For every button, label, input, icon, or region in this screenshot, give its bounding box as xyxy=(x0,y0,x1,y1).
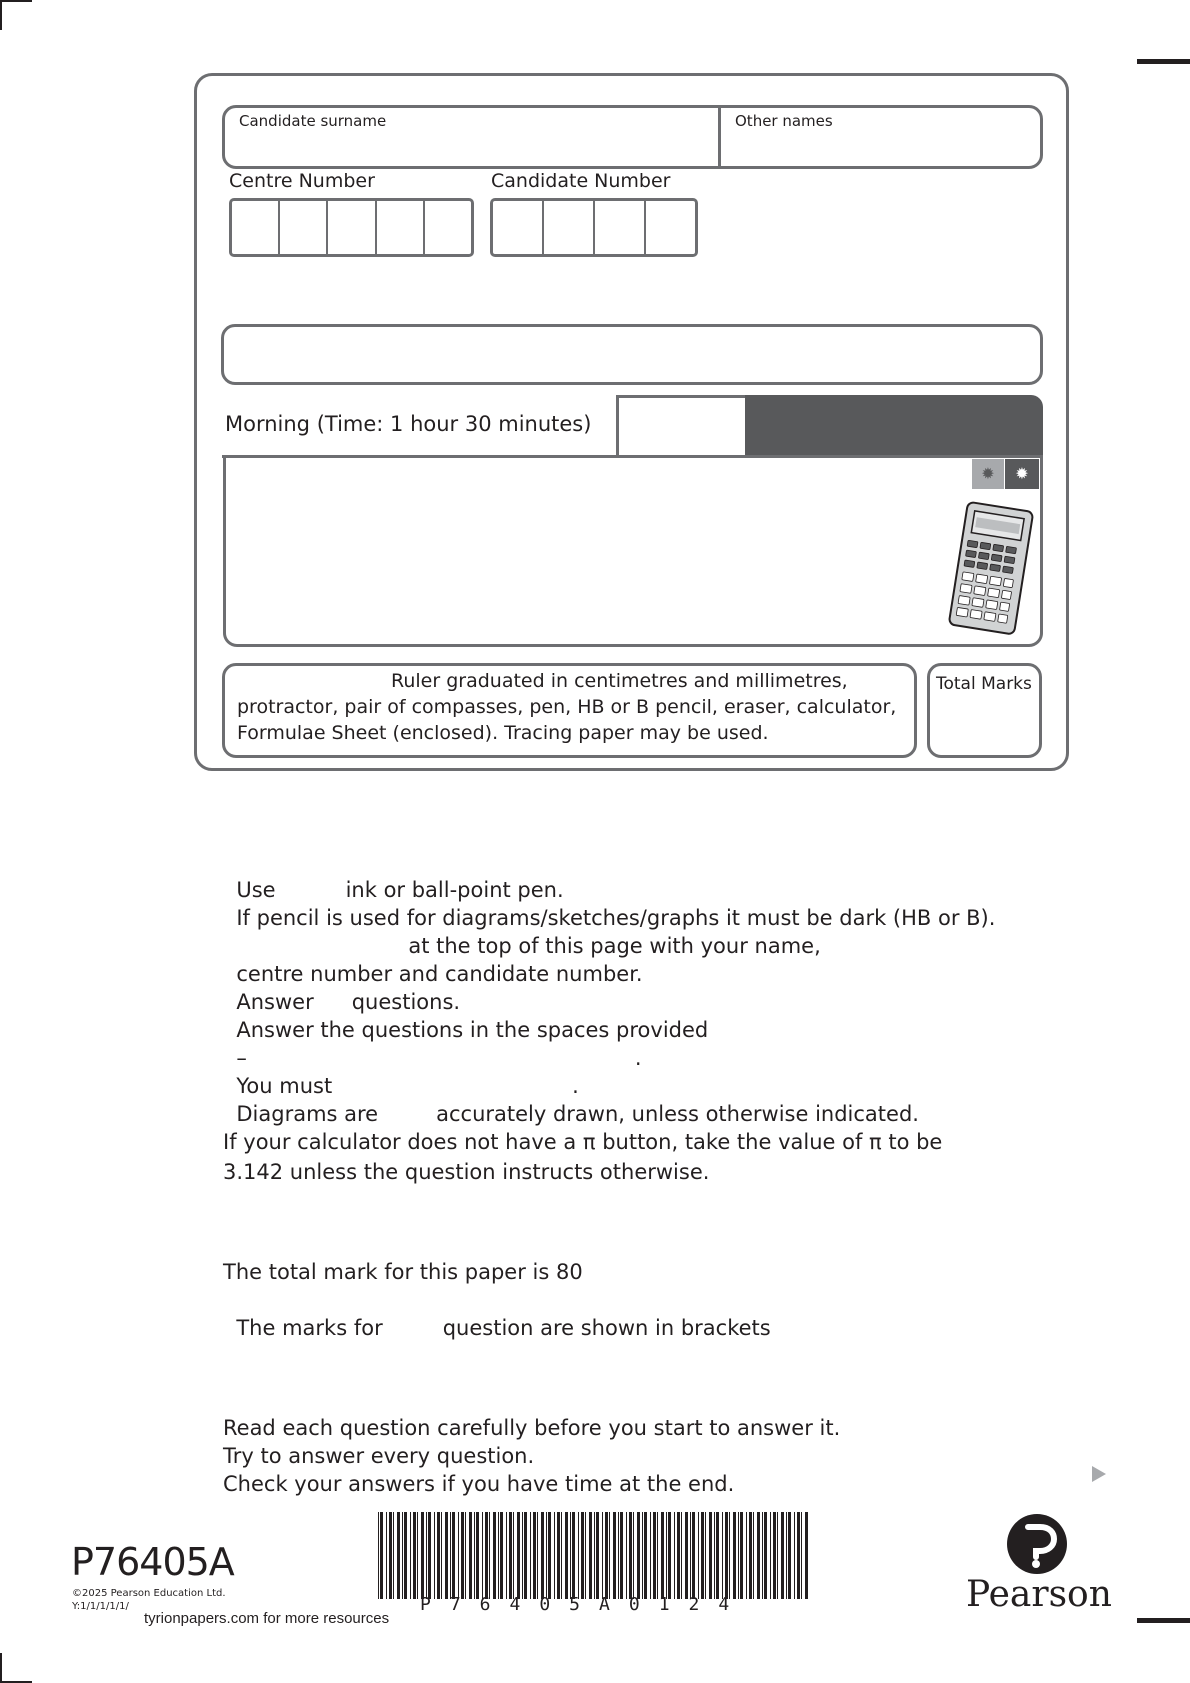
other-names-label: Other names xyxy=(735,112,833,130)
gear-icon: ✹ xyxy=(1005,459,1039,489)
barcode-bar xyxy=(445,1512,448,1599)
barcode-bar xyxy=(500,1512,503,1599)
turn-over-arrow-icon xyxy=(1092,1466,1106,1482)
job-code: Y:1/1/1/1/1/ xyxy=(72,1601,129,1612)
pearson-wordmark: Pearson xyxy=(966,1574,1112,1615)
barcode-bar xyxy=(749,1512,752,1599)
barcode-bar xyxy=(517,1512,520,1599)
barcode-bar xyxy=(602,1512,603,1599)
advice-line: Check your answers if you have time at the end. xyxy=(223,1472,735,1496)
barcode-bar xyxy=(722,1512,723,1599)
barcode-bar xyxy=(629,1512,632,1599)
barcode-bar xyxy=(565,1512,568,1599)
barcode-bar xyxy=(476,1512,479,1599)
barcode-bar xyxy=(605,1512,608,1599)
copyright-text: ©2025 Pearson Education Ltd. xyxy=(72,1588,226,1599)
instruction-text: . xyxy=(634,1046,642,1070)
candidate-number-input[interactable] xyxy=(490,198,698,257)
digit-cell[interactable] xyxy=(646,201,695,254)
materials-line: Ruler graduated in centimetres and millimetres, xyxy=(391,670,848,692)
barcode-bar xyxy=(681,1512,682,1599)
instruction-text: Answer xyxy=(236,990,314,1014)
barcode-bar xyxy=(421,1512,424,1599)
barcode-bar xyxy=(465,1512,466,1599)
instruction-text: Answer the questions in the spaces provided xyxy=(236,1018,709,1042)
barcode-bar xyxy=(537,1512,538,1599)
digit-cell[interactable] xyxy=(425,201,471,254)
barcode-bar xyxy=(380,1512,383,1599)
barcode-bar xyxy=(386,1512,387,1599)
barcode xyxy=(378,1512,811,1599)
barcode-bar xyxy=(522,1512,523,1599)
other-names-input[interactable] xyxy=(724,134,1036,164)
advice-line: Try to answer every question. xyxy=(223,1444,535,1468)
barcode-bar xyxy=(458,1512,459,1599)
barcode-bar xyxy=(794,1512,795,1599)
barcode-bar xyxy=(725,1512,728,1599)
materials-line: Formulae Sheet (enclosed). Tracing paper may be used. xyxy=(237,722,769,744)
information-line xyxy=(223,1286,771,1342)
centre-number-label: Centre Number xyxy=(229,170,375,192)
barcode-bar xyxy=(666,1512,667,1599)
barcode-bar xyxy=(469,1512,472,1599)
barcode-bar xyxy=(738,1512,739,1599)
barcode-bar xyxy=(642,1512,643,1599)
barcode-bar xyxy=(753,1512,754,1599)
dark-reference-panel xyxy=(745,395,1043,458)
barcode-bar xyxy=(762,1512,763,1599)
barcode-bar xyxy=(581,1512,584,1599)
surname-label: Candidate surname xyxy=(239,112,387,130)
barcode-bar xyxy=(482,1512,483,1599)
barcode-bar xyxy=(746,1512,747,1599)
barcode-bar xyxy=(797,1512,800,1599)
barcode-bar xyxy=(428,1512,431,1599)
instruction-text: If pencil is used for diagrams/sketches/graphs it must be dark (HB or B). xyxy=(236,906,996,930)
barcode-bar xyxy=(461,1512,464,1599)
barcode-bar xyxy=(437,1512,440,1599)
information-text: question are shown in brackets xyxy=(442,1316,771,1340)
barcode-bar xyxy=(498,1512,499,1599)
barcode-bar xyxy=(410,1512,411,1599)
barcode-bar xyxy=(685,1512,688,1599)
barcode-bar xyxy=(589,1512,592,1599)
crop-mark xyxy=(1137,59,1190,64)
digit-cell[interactable] xyxy=(595,201,646,254)
barcode-bar xyxy=(618,1512,619,1599)
barcode-bar xyxy=(546,1512,547,1599)
barcode-bar xyxy=(513,1512,514,1599)
barcode-bar xyxy=(417,1512,418,1599)
instruction-text: Use xyxy=(236,878,276,902)
barcode-bar xyxy=(626,1512,627,1599)
barcode-bar xyxy=(530,1512,531,1599)
barcode-bar xyxy=(441,1512,442,1599)
crop-mark xyxy=(0,0,2,30)
barcode-bar xyxy=(594,1512,595,1599)
barcode-bar xyxy=(781,1512,784,1599)
barcode-bar xyxy=(404,1512,407,1599)
paper-title-box xyxy=(221,324,1043,385)
barcode-bar xyxy=(426,1512,427,1599)
instruction-text: Diagrams are xyxy=(236,1102,379,1126)
instruction-text: . xyxy=(572,1074,579,1098)
total-marks-label: Total Marks xyxy=(936,674,1032,694)
pi-note-line: 3.142 unless the question instructs otherwise. xyxy=(223,1160,710,1184)
barcode-bar xyxy=(716,1512,719,1599)
digit-cell[interactable] xyxy=(280,201,328,254)
barcode-bar xyxy=(485,1512,488,1599)
digit-cell[interactable] xyxy=(493,201,544,254)
barcode-bar xyxy=(705,1512,706,1599)
barcode-text: P76405A0124 xyxy=(420,1594,749,1615)
advice-line: Read each question carefully before you start to answer it. xyxy=(223,1416,841,1440)
candidate-number-label: Candidate Number xyxy=(491,170,671,192)
instruction-text: – xyxy=(236,1046,247,1070)
barcode-bar xyxy=(650,1512,651,1599)
barcode-bar xyxy=(450,1512,451,1599)
barcode-bar xyxy=(729,1512,730,1599)
materials-line: protractor, pair of compasses, pen, HB or B pencil, eraser, calculator, xyxy=(237,696,897,718)
barcode-bar xyxy=(714,1512,715,1599)
instruction-text: You must xyxy=(236,1074,333,1098)
barcode-bar xyxy=(572,1512,575,1599)
barcode-bar xyxy=(805,1512,808,1599)
instruction-text: centre number and candidate number. xyxy=(236,962,643,986)
barcode-bar xyxy=(757,1512,760,1599)
session-time-label: Morning (Time: 1 hour 30 minutes) xyxy=(225,412,592,436)
barcode-bar xyxy=(548,1512,551,1599)
information-text: The marks for xyxy=(236,1316,383,1340)
instruction-text: accurately drawn, unless otherwise indicated. xyxy=(436,1102,919,1126)
barcode-bar xyxy=(557,1512,560,1599)
digit-cell[interactable] xyxy=(377,201,425,254)
barcode-bar xyxy=(474,1512,475,1599)
barcode-bar xyxy=(701,1512,704,1599)
barcode-bar xyxy=(740,1512,743,1599)
barcode-bar xyxy=(561,1512,562,1599)
paper-reference-box xyxy=(616,395,747,458)
barcode-bar xyxy=(570,1512,571,1599)
barcode-bar xyxy=(509,1512,512,1599)
paper-details-box xyxy=(223,455,1043,647)
barcode-bar xyxy=(786,1512,787,1599)
barcode-bar xyxy=(698,1512,699,1599)
barcode-bar xyxy=(378,1512,379,1599)
barcode-bar xyxy=(709,1512,712,1599)
crop-mark xyxy=(0,0,32,2)
barcode-bar xyxy=(541,1512,544,1599)
barcode-bar xyxy=(452,1512,455,1599)
barcode-bar xyxy=(389,1512,392,1599)
barcode-bar xyxy=(733,1512,736,1599)
centre-number-input[interactable] xyxy=(229,198,474,257)
barcode-bar xyxy=(402,1512,403,1599)
barcode-bar xyxy=(554,1512,555,1599)
barcode-bar xyxy=(434,1512,435,1599)
information-line: The total mark for this paper is 80 xyxy=(223,1260,583,1284)
barcode-bar xyxy=(524,1512,527,1599)
barcode-bar xyxy=(764,1512,767,1599)
instruction-text: ink or ball-point pen. xyxy=(345,878,564,902)
gear-icon: ✹ xyxy=(972,459,1004,489)
calculator-icon xyxy=(944,500,1036,636)
barcode-bar xyxy=(690,1512,691,1599)
crop-mark xyxy=(0,1653,2,1683)
barcode-bar xyxy=(692,1512,695,1599)
barcode-bar xyxy=(644,1512,647,1599)
digit-cell[interactable] xyxy=(328,201,376,254)
pi-note-line: If your calculator does not have a π button, take the value of π to be xyxy=(223,1130,943,1154)
barcode-bar xyxy=(397,1512,400,1599)
resources-text: tyrionpapers.com for more resources xyxy=(144,1610,390,1627)
barcode-bar xyxy=(788,1512,791,1599)
surname-input[interactable] xyxy=(226,134,716,164)
barcode-bar xyxy=(677,1512,680,1599)
paper-code: P76405A xyxy=(71,1540,234,1584)
barcode-bar xyxy=(533,1512,536,1599)
barcode-bar xyxy=(489,1512,490,1599)
barcode-bar xyxy=(674,1512,675,1599)
barcode-bar xyxy=(578,1512,579,1599)
pearson-logo-icon xyxy=(1006,1513,1068,1575)
barcode-bar xyxy=(413,1512,416,1599)
barcode-bar xyxy=(668,1512,671,1599)
barcode-bar xyxy=(620,1512,623,1599)
barcode-bar xyxy=(393,1512,394,1599)
barcode-bar xyxy=(506,1512,507,1599)
instruction-text: questions. xyxy=(351,990,461,1014)
digit-cell[interactable] xyxy=(544,201,595,254)
barcode-bar xyxy=(801,1512,802,1599)
crop-mark xyxy=(1137,1618,1190,1623)
digit-cell[interactable] xyxy=(232,201,280,254)
barcode-bar xyxy=(773,1512,776,1599)
barcode-bar xyxy=(633,1512,634,1599)
barcode-bar xyxy=(613,1512,616,1599)
barcode-bar xyxy=(637,1512,640,1599)
barcode-bar xyxy=(609,1512,610,1599)
barcode-bar xyxy=(770,1512,771,1599)
instruction-line xyxy=(223,1072,919,1128)
barcode-bar xyxy=(661,1512,664,1599)
barcode-bar xyxy=(596,1512,599,1599)
name-divider xyxy=(718,106,721,168)
barcode-bar xyxy=(493,1512,496,1599)
barcode-bar xyxy=(657,1512,658,1599)
barcode-bar xyxy=(585,1512,586,1599)
barcode-bar xyxy=(777,1512,778,1599)
instruction-text: at the top of this page with your name, xyxy=(408,934,821,958)
barcode-bar xyxy=(653,1512,656,1599)
